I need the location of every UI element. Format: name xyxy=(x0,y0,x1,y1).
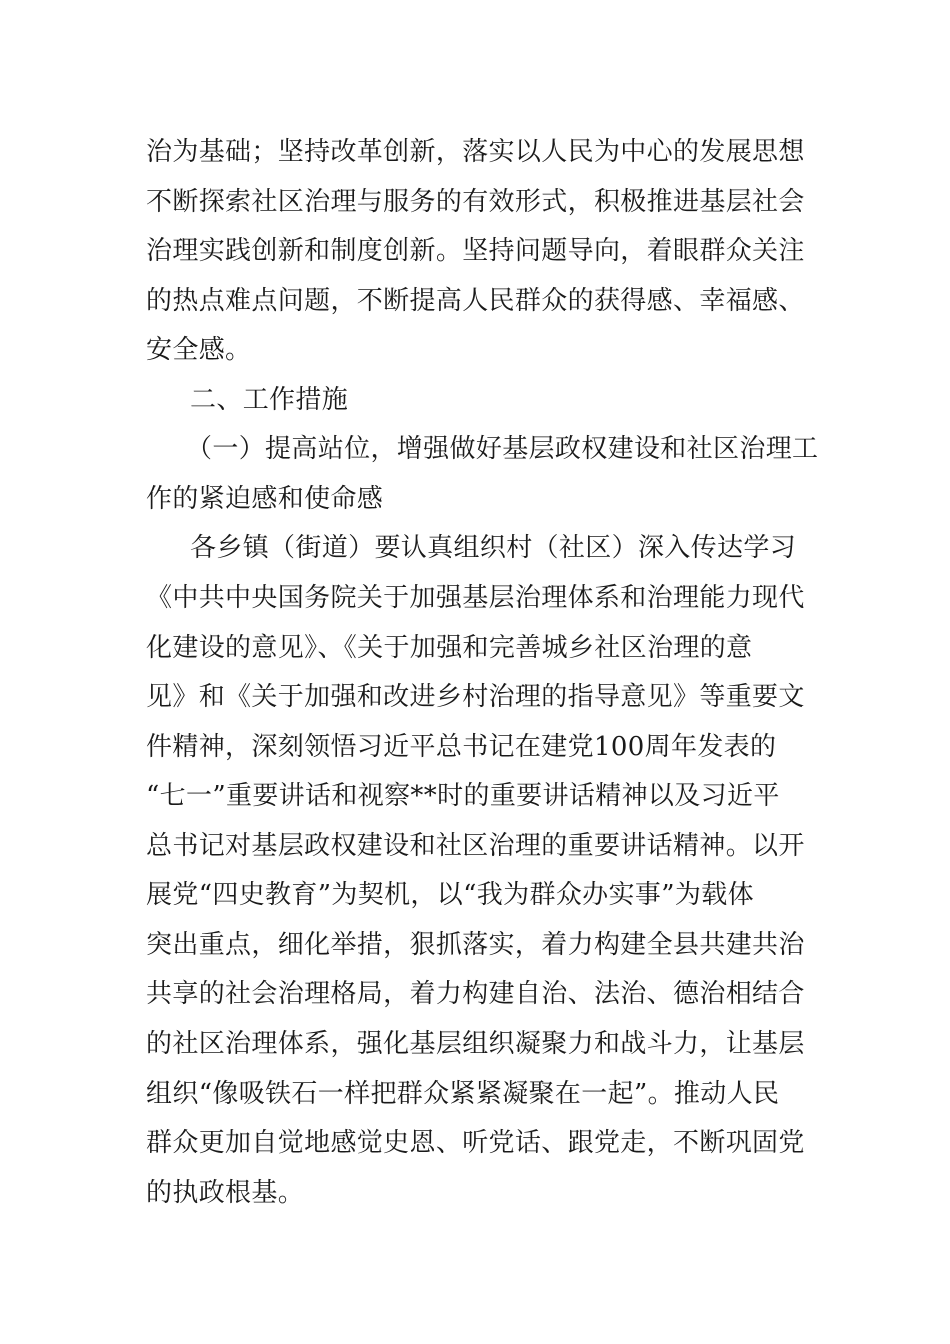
body-text-line: 《中共中央国务院关于加强基层治理体系和治理能力现代 xyxy=(146,583,805,613)
body-text-line: 安全感。 xyxy=(146,335,252,365)
body-text-line: “七一”重要讲话和视察**时的重要讲话精神以及习近平 xyxy=(146,781,780,811)
paragraph-first-line: 各乡镇（街道）要认真组织村（社区）深入传达学习 xyxy=(190,533,797,563)
body-text-line: 的执政根基。 xyxy=(146,1178,305,1208)
body-text-line: 的社区治理体系，强化基层组织凝聚力和战斗力，让基层 xyxy=(146,1029,805,1059)
body-text-line: 件精神，深刻领悟习近平总书记在建党100周年发表的 xyxy=(146,732,777,762)
body-text-line: 总书记对基层政权建设和社区治理的重要讲话精神。以开 xyxy=(146,831,805,861)
subsection-heading-continuation: 作的紧迫感和使命感 xyxy=(146,484,384,514)
body-text-line: 组织“像吸铁石一样把群众紧紧凝聚在一起”。推动人民 xyxy=(146,1079,780,1109)
body-text-line: 共享的社会治理格局，着力构建自治、法治、德治相结合 xyxy=(146,979,805,1009)
body-text-line: 展党“四史教育”为契机，以“我为群众办实事”为载体 xyxy=(146,880,754,910)
body-text-line: 突出重点，细化举措，狠抓落实，着力构建全县共建共治 xyxy=(146,930,805,960)
section-heading: 二、工作措施 xyxy=(190,385,349,415)
body-text-line: 化建设的意见》、《关于加强和完善城乡社区治理的意 xyxy=(146,633,753,663)
body-text-line: 的热点难点问题，不断提高人民群众的获得感、幸福感、 xyxy=(146,286,805,316)
body-text-line: 治理实践创新和制度创新。坚持问题导向，着眼群众关注 xyxy=(146,236,805,266)
body-text-line: 不断探索社区治理与服务的有效形式，积极推进基层社会 xyxy=(146,187,805,217)
subsection-heading: （一）提高站位，增强做好基层政权建设和社区治理工 xyxy=(186,434,819,464)
body-text-line: 群众更加自觉地感觉史恩、听党话、跟党走，不断巩固党 xyxy=(146,1128,805,1158)
body-text-line: 治为基础；坚持改革创新，落实以人民为中心的发展思想 xyxy=(146,137,805,167)
body-text-line: 见》和《关于加强和改进乡村治理的指导意见》等重要文 xyxy=(146,682,805,712)
